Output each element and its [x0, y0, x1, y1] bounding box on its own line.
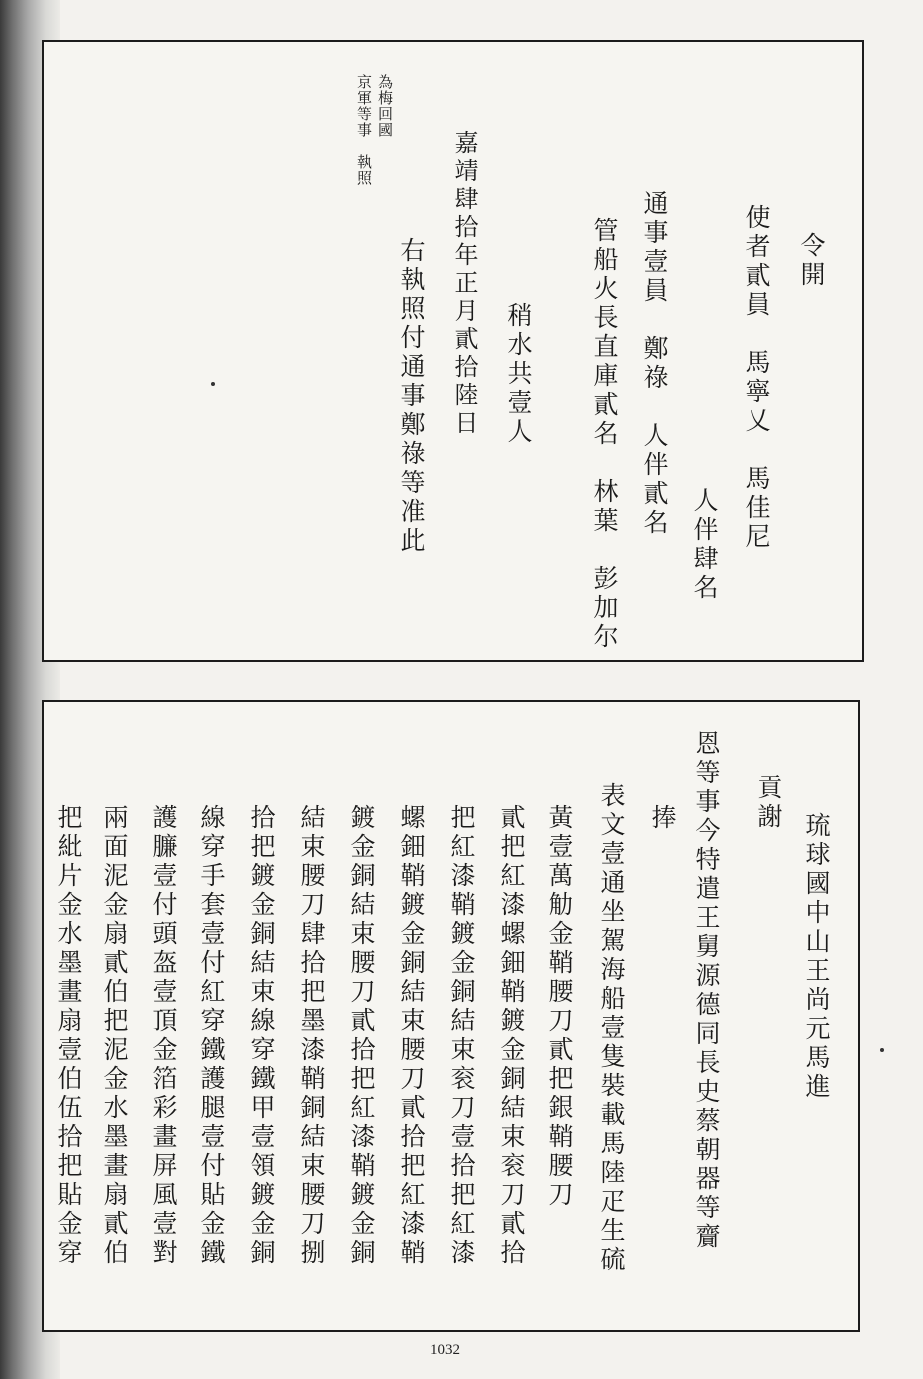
document-panel-top — [42, 40, 864, 662]
bottom-column-1: 琉球國中山王尚元馬進 — [802, 812, 831, 1102]
top-column-9: 為梅回國 — [376, 74, 394, 138]
top-column-4: 通事壹員 鄭祿 人伴貳名 — [640, 190, 669, 538]
bottom-column-3: 恩等事今特遣王舅源德同長史蔡朝器等齎 — [692, 730, 721, 1252]
bottom-column-4: 捧 — [648, 804, 677, 833]
top-column-3: 人伴肆名 — [690, 487, 719, 603]
top-column-6: 稍水共壹人 — [504, 302, 533, 447]
bottom-column-13: 線穿手套壹付紅穿鐵護腿壹付貼金鐵 — [197, 804, 226, 1268]
page-number: 1032 — [430, 1342, 460, 1358]
ink-speck — [211, 382, 215, 386]
bottom-column-10: 鍍金銅結束腰刀貳拾把紅漆鞘鍍金銅 — [347, 804, 376, 1268]
bottom-column-11: 結束腰刀肆拾把墨漆鞘銅結束腰刀捌 — [297, 804, 326, 1268]
bottom-column-12: 拾把鍍金銅結束線穿鐵甲壹領鍍金銅 — [247, 804, 276, 1268]
document-panel-bottom — [42, 700, 860, 1332]
top-column-10: 京軍等事 執照 — [355, 74, 373, 186]
bottom-column-5: 表文壹通坐駕海船壹隻裝載馬陸疋生硫 — [597, 782, 626, 1275]
top-column-5: 管船火長直庫貳名 林葉 彭加尔 — [590, 217, 619, 652]
bottom-column-6: 黃壹萬觔金鞘腰刀貳把銀鞘腰刀 — [545, 804, 574, 1210]
bottom-column-9: 螺鈿鞘鍍金銅結束腰刀貳拾把紅漆鞘 — [397, 804, 426, 1268]
top-column-1: 令開 — [797, 232, 826, 290]
bottom-column-7: 貳把紅漆螺鈿鞘鍍金銅結束衮刀貳拾 — [497, 804, 526, 1268]
ink-speck — [880, 1048, 884, 1052]
top-column-8: 右執照付通事鄭祿等准此 — [397, 237, 426, 556]
bottom-column-15: 兩面泥金扇貳伯把泥金水墨畫扇貳伯 — [100, 804, 129, 1268]
bottom-column-14: 護臁壹付頭盔壹頂金箔彩畫屏風壹對 — [149, 804, 178, 1268]
bottom-column-2: 貢謝 — [754, 774, 783, 832]
bottom-column-16: 把紕片金水墨畫扇壹伯伍拾把貼金穿 — [54, 804, 83, 1268]
top-column-2: 使者貳員 馬寧乂 馬佳尼 — [742, 204, 771, 552]
top-column-7: 嘉靖肆拾年正月貳拾陸日 — [450, 130, 478, 438]
bottom-column-8: 把紅漆鞘鍍金銅結束衮刀壹拾把紅漆 — [447, 804, 476, 1268]
